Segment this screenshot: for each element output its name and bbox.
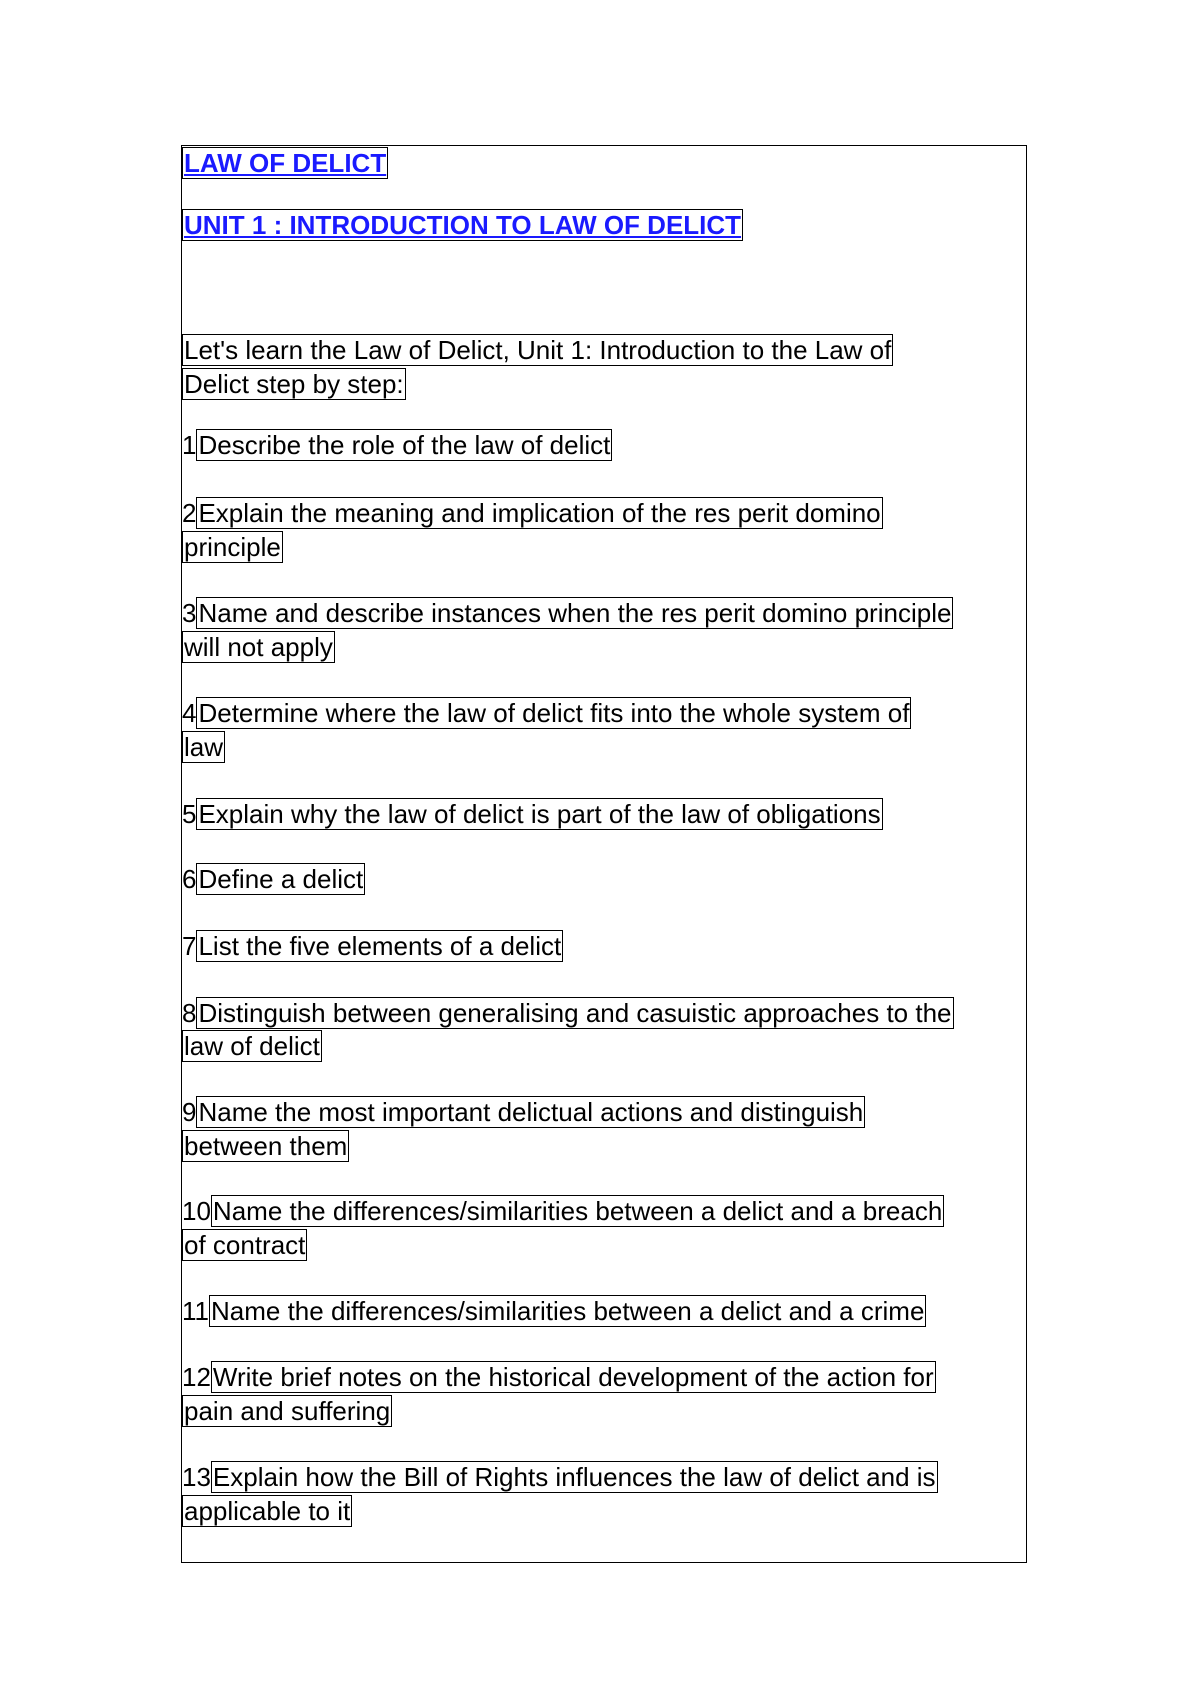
list-item-3 xyxy=(182,598,953,628)
list-item-13 xyxy=(182,1462,938,1492)
item-text: Name the differences/similarities between a delict and a breach xyxy=(212,1196,943,1226)
list-item-12-cont xyxy=(182,1396,392,1426)
item-text: Explain the meaning and implication of the res perit domino xyxy=(198,498,881,528)
list-item-8 xyxy=(182,998,954,1028)
item-text-cont: of contract xyxy=(184,1230,306,1260)
item-text-cont: law of delict xyxy=(184,1031,320,1061)
item-number: 3 xyxy=(182,598,197,628)
item-number: 8 xyxy=(182,998,197,1028)
list-item-10 xyxy=(182,1196,944,1226)
item-text-cont: applicable to it xyxy=(184,1496,351,1526)
intro-text-1: Let's learn the Law of Delict, Unit 1: Introduction to the Law of xyxy=(184,335,892,365)
intro-text-2: Delict step by step: xyxy=(184,369,404,399)
list-item-6 xyxy=(182,864,365,894)
item-text: List the five elements of a delict xyxy=(198,931,562,961)
item-text: Define a delict xyxy=(198,864,364,894)
list-item-10-cont xyxy=(182,1230,307,1260)
item-number: 13 xyxy=(182,1462,211,1492)
list-item-2-cont xyxy=(182,532,283,562)
item-number: 12 xyxy=(182,1362,211,1392)
list-item-12 xyxy=(182,1362,936,1392)
intro-line-2 xyxy=(182,369,406,399)
item-text: Distinguish between generalising and casuistic approaches to the xyxy=(198,998,952,1028)
item-number: 11 xyxy=(182,1296,209,1326)
item-number: 7 xyxy=(182,931,197,961)
item-text: Explain how the Bill of Rights influences the law of delict and is xyxy=(212,1462,936,1492)
item-text: Explain why the law of delict is part of the law of obligations xyxy=(198,799,881,829)
list-item-5 xyxy=(182,799,883,829)
item-text-cont: will not apply xyxy=(184,632,333,662)
item-text: Write brief notes on the historical development of the action for xyxy=(212,1362,934,1392)
list-item-8-cont xyxy=(182,1031,322,1061)
list-item-9-cont xyxy=(182,1131,349,1161)
list-item-9 xyxy=(182,1097,865,1127)
list-item-7 xyxy=(182,931,563,961)
item-number: 1 xyxy=(182,430,197,460)
item-text-cont: principle xyxy=(184,532,281,562)
intro-line-1 xyxy=(182,335,893,365)
list-item-11 xyxy=(182,1296,926,1326)
item-text-cont: between them xyxy=(184,1131,348,1161)
item-text-cont: pain and suffering xyxy=(184,1396,391,1426)
unit-heading-line xyxy=(182,210,743,240)
item-text-cont: law xyxy=(184,732,224,762)
list-item-2 xyxy=(182,498,883,528)
title-line xyxy=(182,148,388,178)
item-number: 5 xyxy=(182,799,197,829)
item-number: 6 xyxy=(182,864,197,894)
item-text: Name the differences/similarities between a delict and a crime xyxy=(211,1296,925,1326)
item-text: Describe the role of the law of delict xyxy=(198,430,611,460)
item-number: 10 xyxy=(182,1196,211,1226)
list-item-1 xyxy=(182,430,612,460)
unit-heading-link[interactable]: UNIT 1 : INTRODUCTION TO LAW OF DELICT xyxy=(184,210,742,240)
item-number: 2 xyxy=(182,498,197,528)
item-number: 4 xyxy=(182,698,197,728)
item-text: Determine where the law of delict fits into the whole system of xyxy=(198,698,910,728)
item-number: 9 xyxy=(182,1097,197,1127)
list-item-13-cont xyxy=(182,1496,352,1526)
list-item-3-cont xyxy=(182,632,335,662)
list-item-4-cont xyxy=(182,732,225,762)
list-item-4 xyxy=(182,698,911,728)
item-text: Name the most important delictual actions and distinguish xyxy=(198,1097,864,1127)
document-title-link[interactable]: LAW OF DELICT xyxy=(184,148,387,178)
item-text: Name and describe instances when the res perit domino principle xyxy=(198,598,952,628)
